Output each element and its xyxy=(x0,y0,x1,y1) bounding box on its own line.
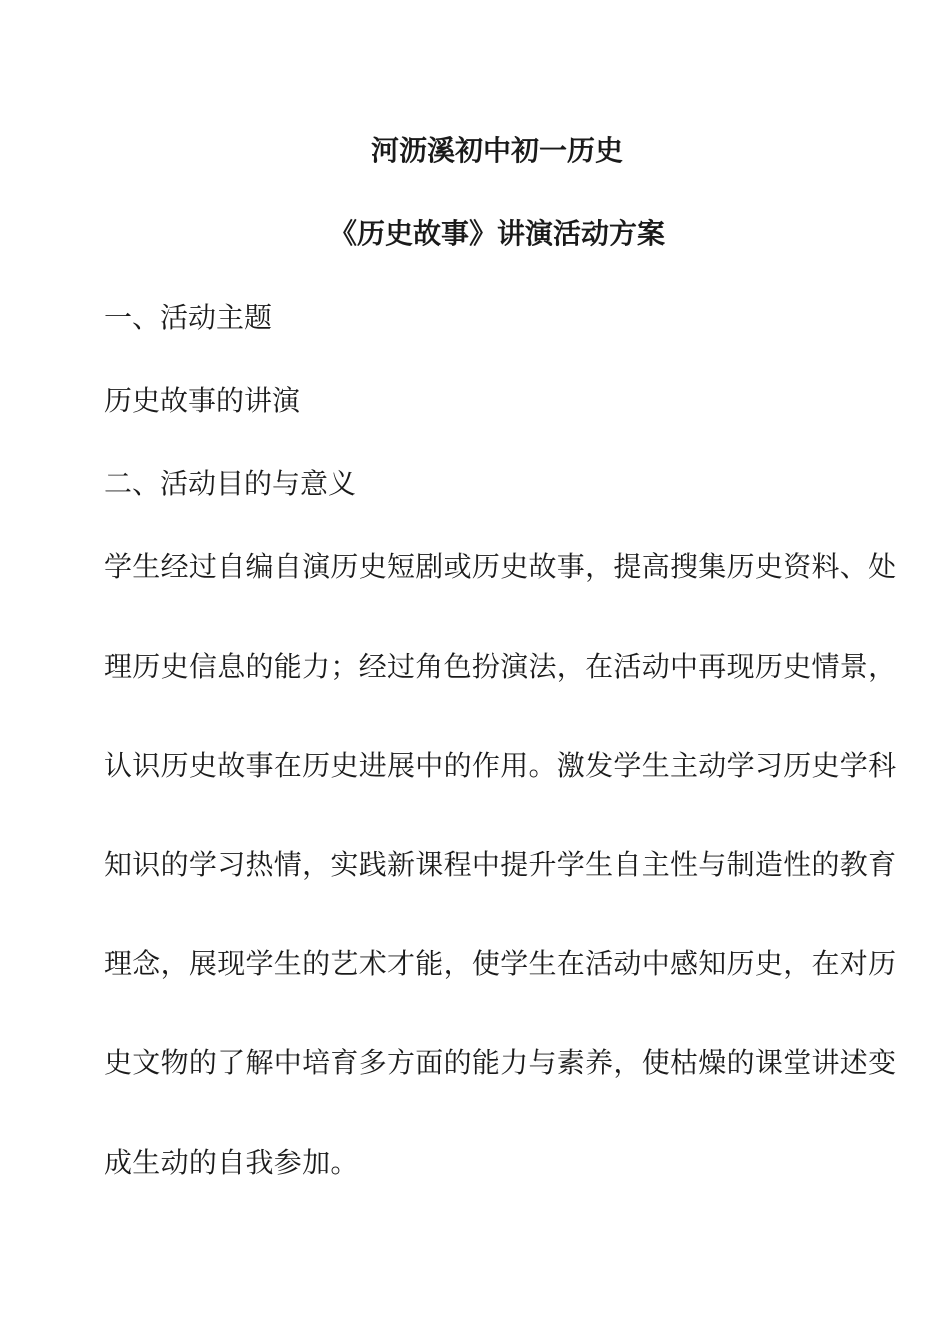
paragraph-line: 理历史信息的能力；经过角色扮演法，在活动中再现历史情景， xyxy=(104,650,897,683)
paragraph-line: 史文物的了解中培育多方面的能力与素养，使枯燥的课堂讲述变 xyxy=(104,1046,897,1079)
paragraph-line: 成生动的自我参加。 xyxy=(104,1146,359,1179)
document-title-line-2: 《历史故事》讲演活动方案 xyxy=(328,217,665,250)
paragraph-line: 学生经过自编自演历史短剧或历史故事，提高搜集历史资料、处 xyxy=(104,550,897,583)
section-2-heading: 二、活动目的与意义 xyxy=(104,467,357,500)
paragraph-line: 知识的学习热情，实践新课程中提升学生自主性与制造性的教育 xyxy=(104,848,897,881)
section-1-heading: 一、活动主题 xyxy=(104,301,273,334)
paragraph-line: 理念，展现学生的艺术才能，使学生在活动中感知历史，在对历 xyxy=(104,947,897,980)
document-title-line-1: 河沥溪初中初一历史 xyxy=(370,134,623,167)
section-1-text: 历史故事的讲演 xyxy=(104,384,301,417)
paragraph-line: 认识历史故事在历史进展中的作用。激发学生主动学习历史学科 xyxy=(104,749,897,782)
